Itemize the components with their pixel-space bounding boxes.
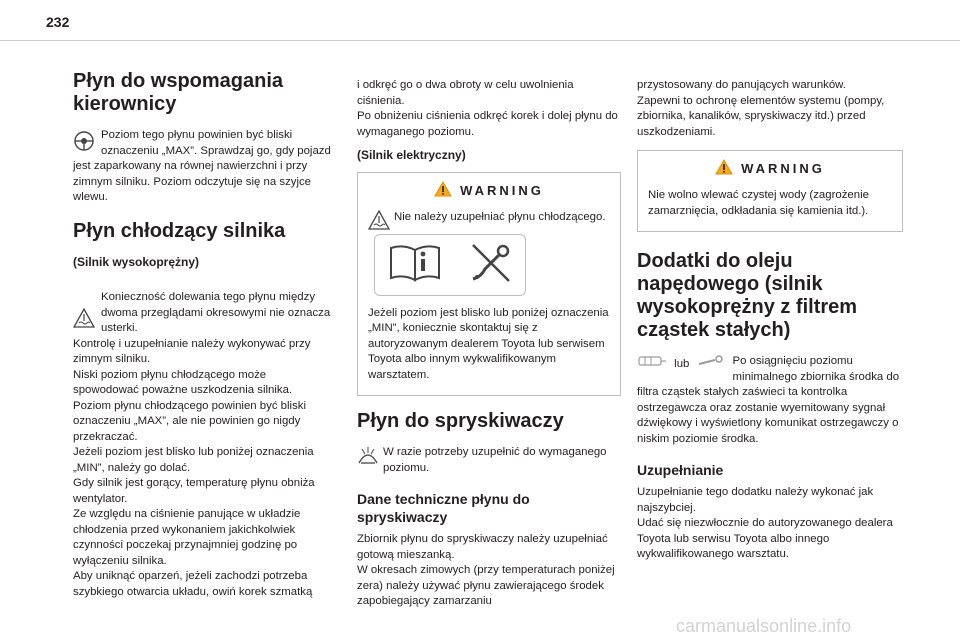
- heading-washer-spec: Dane techniczne płynu do spryskiwaczy: [357, 491, 530, 525]
- dpf-additive-light-icon: [637, 354, 667, 374]
- warning-triangle-icon: [434, 181, 452, 200]
- coolant-text: [73, 275, 335, 601]
- warning-header: [648, 159, 892, 178]
- additive-text: [637, 354, 903, 447]
- no-diy-wrench-icon: [467, 239, 513, 290]
- washer-fluid-icon: [357, 445, 379, 471]
- subheading-electric: (Silnik elektryczny): [357, 148, 466, 162]
- dpf-wrench-light-icon: [697, 354, 727, 374]
- washer-spec-text: Zbiornik płynu do spryskiwaczy należy uzupełniać gotową mieszanką. W okresach zimowych (przy temperaturach poniżej zera) należy używać płynu zawierającego środek zapobiegający zamarzaniu: [357, 533, 615, 607]
- washer-text: [357, 445, 621, 476]
- additive-body: Po osiągnięciu poziomu minimalnego zbiornika środka do filtra cząstek stałych zaświeci ta kontrolka ostrzegawcza oraz zostanie wyemitowany sygnał dźwiękowy i wyświetlony komunikat ostrzegawczy o niskim poziomie środka.: [637, 355, 900, 445]
- warning-no-refill-text: Nie należy uzupełniać płynu chłodzącego.: [394, 211, 606, 223]
- warning-box-water: [637, 150, 903, 232]
- warning-min-contact: Jeżeli poziom jest blisko lub poniżej oznaczenia „MIN”, koniecznie skontaktuj się z autoryzowanym dealerem Toyota lub serwisem Toyota albo innym wykwalifikowanym warsztatem.: [368, 306, 609, 381]
- warning-box-coolant: [357, 172, 621, 396]
- column-3: [637, 78, 903, 569]
- manual-and-no-diy-box: [374, 234, 526, 296]
- coolant-warning-icon: [73, 292, 95, 333]
- coolant-body: Konieczność dolewania tego płynu między dwoma przeglądami okresowymi nie oznacza usterki. Kontrolę i uzupełnianie należy wykonywać przy zimnym silniku. Niski poziom płynu chłodzącego może spowodować poważne uszkodzenia silnika. Poziom płynu chłodzącego powinien być bliski oznaczeniu „MAX”, ale nie powinien go nigdy przekraczać. Jeżeli poziom jest blisko lub poniżej oznaczenia „MIN”, należy go dolać. Gdy silnik jest gorący, temperaturę płynu obniża wentylator. Ze względu na ciśnienie panujące w układzie chłodzenia przed wykonaniem jakichkolwiek czynności poczekaj przynajmniej godzinę po wyłączeniu silnika. Aby uniknąć oparzeń, jeżeli zachodzi potrzeba szybkiego otwarcia układu, owiń korek szmatką: [73, 291, 331, 598]
- heading-coolant: Płyn chłodzący silnika: [73, 219, 286, 242]
- additive-icons: [637, 354, 727, 374]
- watermark: carmanualsonline.info: [676, 616, 852, 636]
- power-steering-body: Poziom tego płynu powinien być bliski oznaczeniu „MAX”. Sprawdzaj go, gdy pojazd jest zaparkowany na równej nawierzchni i przy zimnym silniku. Poziom odczytuje się na szyjce wlewu.: [73, 129, 331, 203]
- warning-no-water: Nie wolno wlewać czystej wody (zagrożenie zamarznięcia, odkładania się kamienia itd.).: [648, 189, 869, 217]
- refill-text: Uzupełnianie tego dodatku należy wykonać jak najszybciej. Udać się niezwłocznie do autoryzowanego dealera Toyota lub serwisu Toyota albo innego wykwalifikowanego warsztatu.: [637, 486, 893, 560]
- warning-no-refill: [368, 210, 610, 226]
- heading-washer: Płyn do spryskiwaczy: [357, 410, 564, 432]
- heading-additive: Dodatki do oleju napędowego (silnik wysokoprężny z filtrem cząstek stałych): [637, 250, 858, 341]
- or-label: lub: [674, 357, 690, 370]
- subheading-diesel: (Silnik wysokoprężny): [73, 254, 200, 269]
- warning-header: [368, 181, 610, 200]
- warning-triangle-icon: [715, 159, 733, 178]
- heading-power-steering: Płyn do wspomagania kierownicy: [73, 70, 284, 115]
- column-1: [73, 70, 335, 606]
- warning-title: WARNING: [741, 161, 825, 176]
- heading-refill: Uzupełnianie: [637, 462, 724, 478]
- manual-book-icon: [387, 242, 443, 287]
- column-2: [357, 78, 621, 616]
- header-divider: [0, 40, 960, 41]
- warning-title: WARNING: [460, 183, 544, 198]
- page-number: 232: [46, 14, 70, 30]
- power-steering-text: [73, 128, 335, 206]
- washer-body: W razie potrzeby uzupełnić do wymaganego poziomu.: [383, 446, 607, 474]
- coolant-triangle-icon: [368, 210, 390, 236]
- coolant-continuation: i odkręć go o dwa obroty w celu uwolnienia ciśnienia. Po obniżeniu ciśnienia odkręć korek i dolej płynu do wymaganego poziomu.: [357, 79, 618, 138]
- washer-continuation: przystosowany do panujących warunków. Zapewni to ochronę elementów systemu (pompy, zbiornika, kanalików, spryskiwaczy itd.) przed uszkodzeniami.: [637, 79, 885, 138]
- steering-fluid-icon: [73, 130, 95, 158]
